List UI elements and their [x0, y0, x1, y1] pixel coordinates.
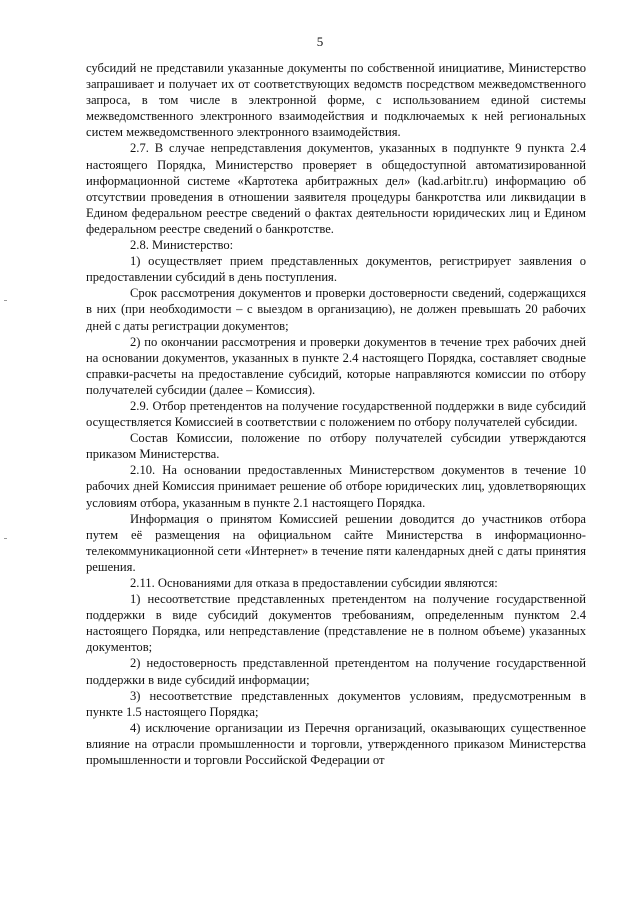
paragraph-review-period: Срок рассмотрения документов и проверки достоверности сведений, содержащихся в них (при необходимости – с выездом в организацию), не должен превышать 20 рабочих дней с даты регистрации документов; [86, 286, 586, 333]
scan-margin-mark [4, 538, 7, 539]
paragraph-2-11: 2.11. Основаниями для отказа в предоставлении субсидии являются: [130, 576, 498, 590]
paragraph-2-8-item-2: 2) по окончании рассмотрения и проверки документов в течение трех рабочих дней на основании документов, указанных в пункте 2.4 настоящего Порядка, составляет сводные справки-расчеты на предоставление субсидий, которые направляются комиссии по отбору получателей субсидии (далее – Комиссия). [86, 334, 586, 397]
paragraph-2-11-item-1: 1) несоответствие представленных претендентом на получение государственной поддержки в виде субсидий документов требованиям, определенным пунктом 2.4 настоящего Порядка, или непредставление (представление не в полном объеме) указанных документов; [86, 592, 586, 655]
paragraph-2-11-item-4: 4) исключение организации из Перечня организаций, оказывающих существенное влияние на отрасли промышленности и торговли, утвержденного приказом Министерства промышленности и торговли Российской Федерации от [86, 720, 586, 768]
paragraph-2-7: 2.7. В случае непредставления документов, указанных в подпункте 9 пункта 2.4 настоящего Порядка, Министерство проверяет в общедоступной автоматизированной информационной системе «Картотека арбитражных дел» (kad.arbitr.ru) информацию об отсутствии проведения в отношении заявителя процедуры банкротства или ликвидации в Едином федеральном реестре сведений о фактах деятельности юридических лиц и Едином федеральном реестре сведений о банкротстве. [86, 141, 586, 236]
paragraph-1: субсидий не представили указанные документы по собственной инициативе, Министерство запрашивает и получает их от соответствующих ведомств посредством межведомственного запроса, в том числе в электронной форме, с использованием единой системы межведомственного электронного взаимодействия и подключаемых к ней региональных систем межведомственного электронного взаимодействия. [86, 61, 586, 140]
paragraph-decision-info: Информация о принятом Комиссией решении доводится до участников отбора путем её размещения на официальном сайте Министерства в информационно-телекоммуникационной сети «Интернет» в течение пяти календарных дней с даты принятия решения. [86, 511, 586, 574]
paragraph-2-11-item-3: 3) несоответствие представленных документов условиям, предусмотренным в пункте 1.5 настоящего Порядка; [86, 688, 586, 719]
document-body [86, 60, 586, 768]
paragraph-commission: Состав Комиссии, положение по отбору получателей субсидии утверждаются приказом Министерства. [86, 431, 586, 462]
scan-margin-mark [4, 300, 7, 301]
paragraph-2-8-item-1: 1) осуществляет прием представленных документов, регистрирует заявления о предоставлении субсидий в день поступления. [86, 254, 586, 285]
page-number: 5 [316, 34, 324, 49]
paragraph-2-8: 2.8. Министерство: [130, 238, 234, 253]
paragraph-2-10: 2.10. На основании предоставленных Министерством документов в течение 10 рабочих дней Комиссия принимает решение об отборе юридических лиц, удовлетворяющих условиям отбора, указанным в пункте 2.1 настоящего Порядка. [86, 463, 586, 510]
paragraph-2-11-item-2: 2) недостоверность представленной претендентом на получение государственной поддержки в виде субсидий информации; [86, 656, 586, 687]
paragraph-2-9: 2.9. Отбор претендентов на получение государственной поддержки в виде субсидий осуществляется Комиссией в соответствии с положением по отбору получателей субсидии. [86, 398, 586, 430]
